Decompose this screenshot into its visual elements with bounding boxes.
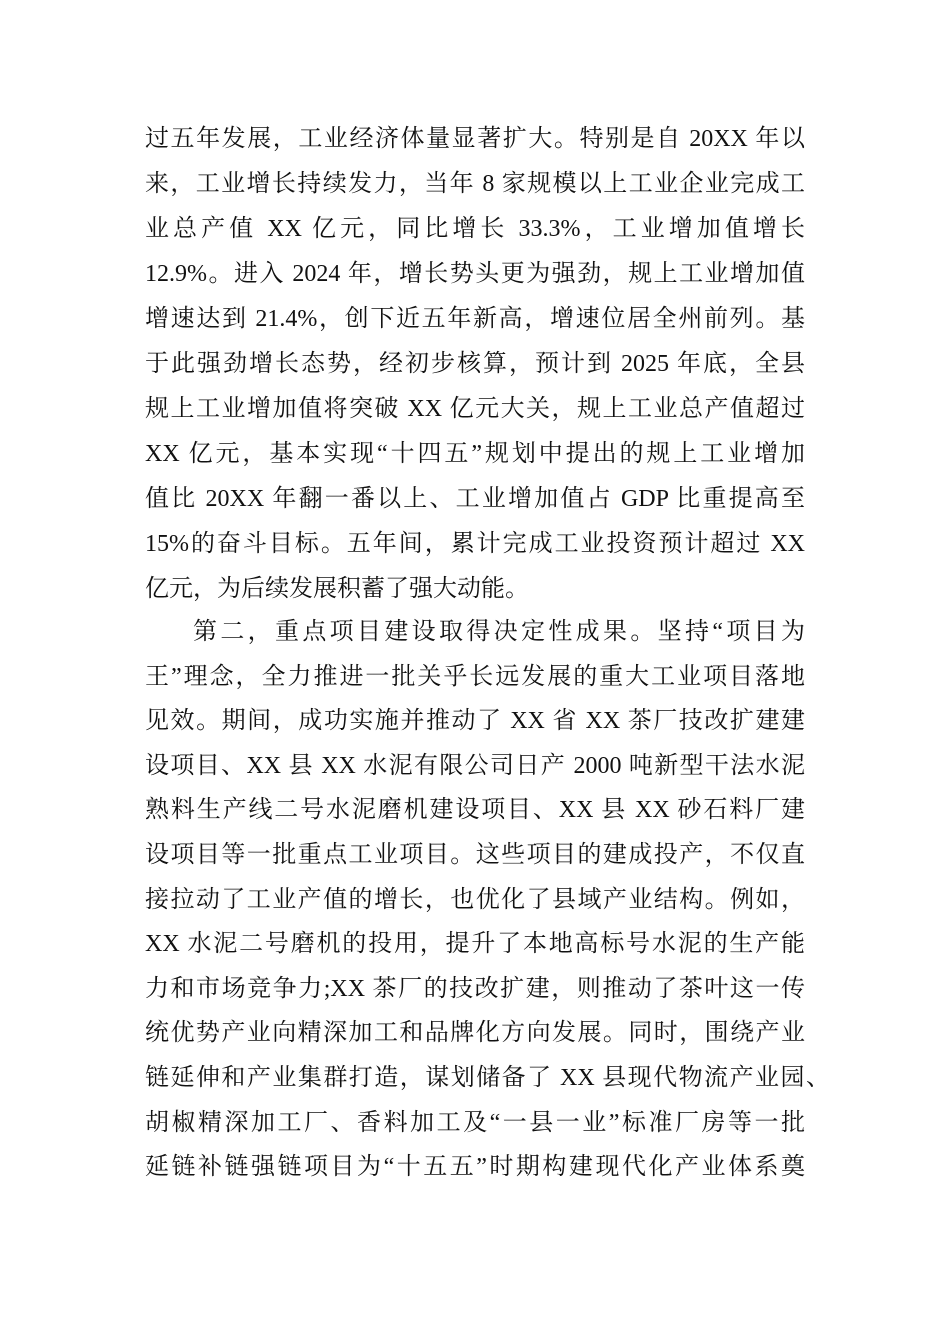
text-line: 熟料生产线二号水泥磨机建设项目、XX 县 XX 砂石料厂建 <box>145 797 805 824</box>
text-line: 过五年发展，工业经济体量显著扩大。特别是自 20XX 年以 <box>145 126 805 152</box>
text-line: 统优势产业向精深加工和品牌化方向发展。同时，围绕产业 <box>145 1020 805 1047</box>
paragraph-key-projects <box>145 610 830 1190</box>
text-line: 于此强劲增长态势，经初步核算，预计到 2025 年底，全县 <box>145 351 805 377</box>
text-line: XX 亿元，基本实现“十四五”规划中提出的规上工业增加 <box>145 441 805 467</box>
document-page <box>145 117 830 1190</box>
text-line: 设项目、XX 县 XX 水泥有限公司日产 2000 吨新型干法水泥 <box>145 752 805 779</box>
text-line: 第二，重点项目建设取得决定性成果。坚持“项目为 <box>193 619 805 645</box>
text-line: 来，工业增长持续发力，当年 8 家规模以上工业企业完成工 <box>145 171 805 197</box>
text-line: 接拉动了工业产值的增长，也优化了县域产业结构。例如， <box>145 886 805 913</box>
text-line: 胡椒精深加工厂、香料加工及“一县一业”标准厂房等一批 <box>145 1109 805 1136</box>
text-line: 增速达到 21.4%，创下近五年新高，增速位居全州前列。基 <box>145 306 805 332</box>
paragraph-industrial-growth <box>145 117 805 612</box>
text-line: 王”理念，全力推进一批关乎长远发展的重大工业项目落地 <box>145 663 805 690</box>
text-line: 力和市场竞争力;XX 茶厂的技改扩建，则推动了茶叶这一传 <box>145 975 805 1002</box>
text-line: 15%的奋斗目标。五年间，累计完成工业投资预计超过 XX <box>145 531 805 557</box>
text-line: 规上工业增加值将突破 XX 亿元大关，规上工业总产值超过 <box>145 396 805 422</box>
text-line: 见效。期间，成功实施并推动了 XX 省 XX 茶厂技改扩建建 <box>145 708 805 735</box>
text-line: 链延伸和产业集群打造，谋划储备了 XX 县现代物流产业园、 <box>145 1064 830 1091</box>
text-line: 延链补链强链项目为“十五五”时期构建现代化产业体系奠 <box>145 1154 805 1181</box>
text-line: XX 水泥二号磨机的投用，提升了本地高标号水泥的生产能 <box>145 931 805 958</box>
text-line: 业总产值 XX 亿元，同比增长 33.3%，工业增加值增长 <box>145 216 805 242</box>
text-line: 设项目等一批重点工业项目。这些项目的建成投产，不仅直 <box>145 841 805 868</box>
text-line: 亿元，为后续发展积蓄了强大动能。 <box>145 576 529 602</box>
text-line: 值比 20XX 年翻一番以上、工业增加值占 GDP 比重提高至 <box>145 486 805 512</box>
text-line: 12.9%。进入 2024 年，增长势头更为强劲，规上工业增加值 <box>145 261 805 287</box>
